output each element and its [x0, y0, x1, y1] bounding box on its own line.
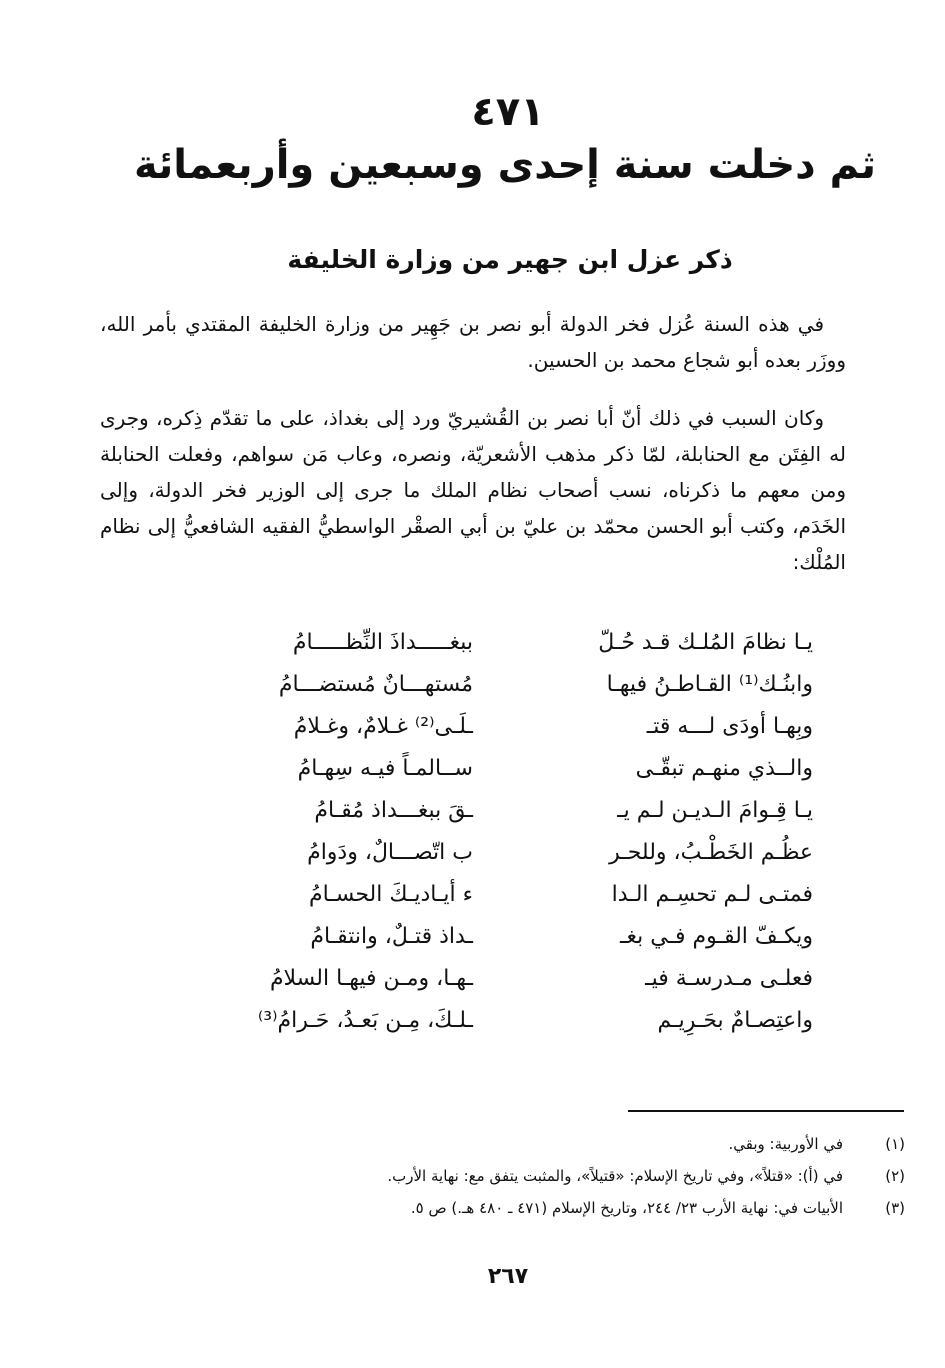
verse-second-hemistich: ـلـكَ، مِـن بَعـدُ، حَـرامُ⁽³⁾ [257, 1008, 473, 1033]
verse-first-hemistich: يـا نظامَ المُلـك قـد حُـلّ [598, 630, 813, 655]
chapter-title: ثم دخلت سنة إحدى وسبعين وأربعمائة [133, 142, 876, 188]
verse-first-hemistich: عظُـم الخَطْـبُ، وللحـر [609, 840, 813, 865]
verse-second-hemistich: ء أيـاديـكَ الحسـامُ [308, 882, 473, 907]
verse-first-hemistich: ويكـفّ القـوم فـي بغـ [620, 924, 813, 949]
poem-verse [0, 748, 945, 790]
verse-first-hemistich: يـا قِـوامَ الـديـن لـم يـ [617, 798, 813, 823]
verse-second-hemistich: ـداذ قتـلٌ، وانتقـامُ [310, 924, 473, 949]
verse-second-hemistich: ببغـــــداذَ النِّظـــــامُ [292, 630, 473, 655]
verse-first-hemistich: واعتِصـامٌ بحَـرِيـم [657, 1008, 813, 1033]
section-title: ذكر عزل ابن جهير من وزارة الخليفة [287, 245, 733, 274]
verse-second-hemistich: ســالمـاً فيـه سِهـامُ [297, 756, 473, 781]
poem-verse [0, 958, 945, 1000]
verse-second-hemistich: ـلَـى⁽²⁾ غـلامٌ، وغـلامُ [293, 714, 473, 739]
footnote-number: (٢) [885, 1167, 905, 1185]
poem-verse [0, 1000, 945, 1042]
poem-verse [0, 664, 945, 706]
body-paragraph: وكان السبب في ذلك أنّ أبا نصر بن القُشيريّ ورد إلى بغداذ، على ما تقدّم ذِكره، وجرى له الفِتَن مع الحنابلة، لمّا ذكر مذهب الأشعريّة، ونصره، وعاب مَن سواهم، وفعلت الحنابلة ومن معهم ما ذكرناه، نسب أصحاب نظام الملك ما جرى إلى الوزير فخر الدولة، وإلى الخَدَم، وكتب أبو الحسن محمّد بن عليّ بن أبي الصقْر الواسطيُّ الفقيه الشافعيُّ إلى نظام المُلْك: [100, 406, 846, 574]
poem-verse [0, 832, 945, 874]
year-heading: ٤٧١ [471, 89, 545, 135]
page-number: ٢٦٧ [487, 1264, 529, 1289]
verse-first-hemistich: وابنُـك⁽¹⁾ القـاطـنُ فيهـا [606, 672, 813, 697]
footnote-number: (١) [885, 1135, 905, 1153]
verse-first-hemistich: فمتـى لـم تحسِـم الـدا [611, 882, 813, 907]
poem [0, 622, 945, 1042]
verse-second-hemistich: مُستهـــانٌ مُستضـــامُ [278, 672, 473, 697]
poem-verse [0, 916, 945, 958]
poem-verse [0, 874, 945, 916]
footnote [0, 1192, 945, 1224]
footnote-text: في الأوربية: وبقي. [728, 1135, 843, 1153]
footnote [0, 1160, 945, 1192]
footnote-text: في (أ): «قتلاً»، وفي تاريخ الإسلام: «قتيلاً»، والمثبت يتفق مع: نهاية الأرب. [387, 1167, 843, 1185]
verse-first-hemistich: فعلـى مـدرسـة فيـ [645, 966, 813, 991]
verse-second-hemistich: ـهـا، ومـن فيهـا السلامُ [269, 966, 473, 991]
poem-verse [0, 790, 945, 832]
footnote-text: الأبيات في: نهاية الأرب ٢٣/ ٢٤٤، وتاريخ الإسلام (٤٧١ ـ ٤٨٠ هـ.) ص ٥. [410, 1199, 843, 1217]
verse-first-hemistich: والــذي منهـم تبقّـى [635, 756, 813, 781]
poem-verse [0, 706, 945, 748]
footnote [0, 1128, 945, 1160]
footnote-divider [628, 1110, 904, 1112]
footnote-number: (٣) [885, 1199, 905, 1217]
body-paragraph: في هذه السنة عُزل فخر الدولة أبو نصر بن جَهِير من وزارة الخليفة المقتدي بأمر الله، ووزَر بعده أبو شجاع محمد بن الحسين. [100, 312, 846, 372]
poem-verse [0, 622, 945, 664]
verse-second-hemistich: ـقَ ببغـــداذ مُقـامُ [314, 798, 473, 823]
verse-second-hemistich: ب اتّصـــالٌ، ودَوامُ [307, 840, 473, 865]
verse-first-hemistich: وبِهـا أودَى لـــه قتـ [646, 714, 813, 739]
